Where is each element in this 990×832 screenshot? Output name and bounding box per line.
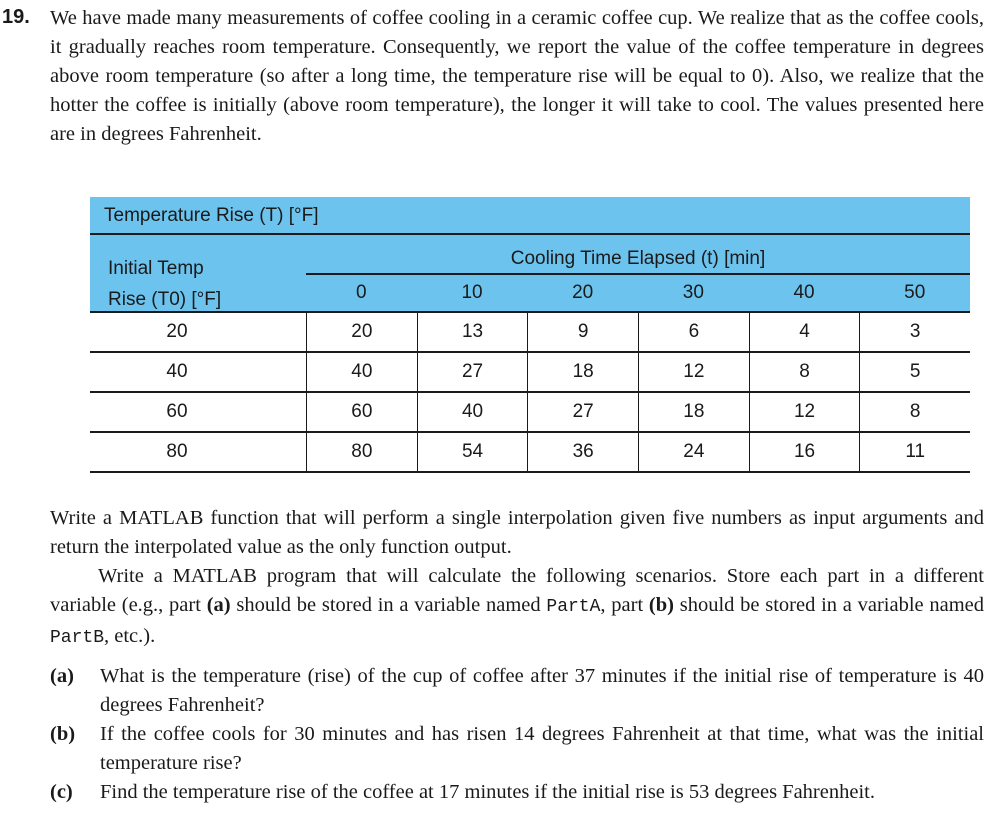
column-header: 0 bbox=[356, 282, 367, 303]
table-row bbox=[90, 393, 970, 433]
row-header bbox=[108, 253, 221, 315]
table-cell: 18 bbox=[528, 353, 639, 391]
var-partb: PartB bbox=[50, 628, 105, 648]
table-cell: 40 bbox=[418, 393, 529, 431]
table-cell: 6 bbox=[639, 313, 750, 351]
table-cell: 12 bbox=[750, 393, 861, 431]
table-cell: 5 bbox=[909, 361, 921, 382]
part-label: (a) bbox=[50, 665, 74, 687]
table-cell: 27 bbox=[418, 353, 529, 391]
cell-spacer bbox=[264, 433, 307, 471]
table-cell: 9 bbox=[528, 313, 639, 351]
cell-spacer bbox=[264, 353, 307, 391]
part-text: If the coffee cools for 30 minutes and has risen 14 degrees Fahrenheit at that time, what was the initial temperature rise? bbox=[100, 723, 984, 774]
part-a bbox=[50, 662, 984, 720]
table-cell: 8 bbox=[909, 401, 921, 422]
var-parta: PartA bbox=[546, 597, 601, 617]
instruction-function-text: Write a MATLAB function that will perform a single interpolation given five numbers as input arguments and return the interpolated value as the only function output. bbox=[50, 507, 984, 558]
initial-temp-cell: 80 bbox=[166, 441, 188, 462]
table-cell: 18 bbox=[639, 393, 750, 431]
p3-text: should be stored in a variable named bbox=[230, 594, 547, 616]
part-text: Find the temperature rise of the coffee at 17 minutes if the initial rise is 53 degrees Fahrenheit. bbox=[100, 781, 875, 803]
table-cell: 20 bbox=[307, 313, 418, 351]
column-header: 50 bbox=[904, 282, 926, 303]
cell-spacer bbox=[264, 313, 307, 351]
table-cell: 54 bbox=[418, 433, 529, 471]
question-parts bbox=[50, 662, 984, 807]
table-cell: 8 bbox=[750, 353, 861, 391]
p3-text: Write a MATLAB program that will calculate the following scenarios. Store each part in a different variable (e.g., part bbox=[50, 565, 984, 616]
table-cell: 80 bbox=[307, 433, 418, 471]
cell-spacer bbox=[264, 393, 307, 431]
part-c bbox=[50, 778, 984, 807]
initial-temp-cell: 40 bbox=[166, 361, 188, 382]
part-text: What is the temperature (rise) of the cup of coffee after 37 minutes if the initial rise of temperature is 40 degrees Fahrenheit? bbox=[100, 665, 984, 716]
row-header-line1: Initial Temp bbox=[108, 258, 204, 279]
table-cell: 12 bbox=[639, 353, 750, 391]
table-cell: 11 bbox=[905, 441, 926, 462]
column-header: 30 bbox=[682, 282, 704, 303]
column-header: 20 bbox=[572, 282, 594, 303]
data-table bbox=[90, 197, 970, 473]
table-row bbox=[90, 433, 970, 473]
row-header-line2: Rise (T0) [°F] bbox=[108, 289, 222, 310]
part-ref-b: (b) bbox=[648, 594, 674, 616]
table-body bbox=[90, 313, 970, 473]
problem-number: 19. bbox=[2, 6, 30, 28]
part-b bbox=[50, 720, 984, 778]
table-cell: 16 bbox=[750, 433, 861, 471]
table-row bbox=[90, 313, 970, 353]
initial-temp-cell: 60 bbox=[166, 401, 188, 422]
initial-temp-cell: 20 bbox=[166, 321, 188, 342]
column-headers bbox=[306, 275, 970, 311]
table-cell: 4 bbox=[750, 313, 861, 351]
instruction-program bbox=[50, 562, 984, 653]
column-header: 40 bbox=[793, 282, 815, 303]
table-cell: 60 bbox=[307, 393, 418, 431]
table-header bbox=[90, 235, 970, 313]
p3-text: , etc.). bbox=[104, 625, 156, 647]
p3-text: should be stored in a variable named bbox=[673, 594, 985, 616]
table-cell: 3 bbox=[909, 321, 921, 342]
column-header: 10 bbox=[461, 282, 483, 303]
instruction-function bbox=[50, 504, 984, 562]
table-cell: 36 bbox=[528, 433, 639, 471]
part-ref-a: (a) bbox=[206, 594, 231, 616]
part-label: (c) bbox=[50, 781, 73, 803]
table-title-text: Temperature Rise (T) [°F] bbox=[104, 205, 319, 226]
part-label: (b) bbox=[50, 723, 76, 745]
table-cell: 27 bbox=[528, 393, 639, 431]
table-title bbox=[90, 197, 970, 235]
table-cell: 40 bbox=[307, 353, 418, 391]
table-cell: 13 bbox=[418, 313, 529, 351]
table-cell: 24 bbox=[639, 433, 750, 471]
p3-text: , part bbox=[600, 594, 649, 616]
column-group-header: Cooling Time Elapsed (t) [min] bbox=[510, 248, 766, 269]
problem-intro: We have made many measurements of coffee cooling in a ceramic coffee cup. We realize that as the coffee cools, it gradually reaches room temperature. Consequently, we report the value of the coffee temperature in degrees above room temperature (so after a long time, the temperature rise will be equal to 0). Also, we realize that the hotter the coffee is initially (above room temperature), the longer it will take to cool. The values presented here are in degrees Fahrenheit. bbox=[50, 7, 984, 145]
table-row bbox=[90, 353, 970, 393]
